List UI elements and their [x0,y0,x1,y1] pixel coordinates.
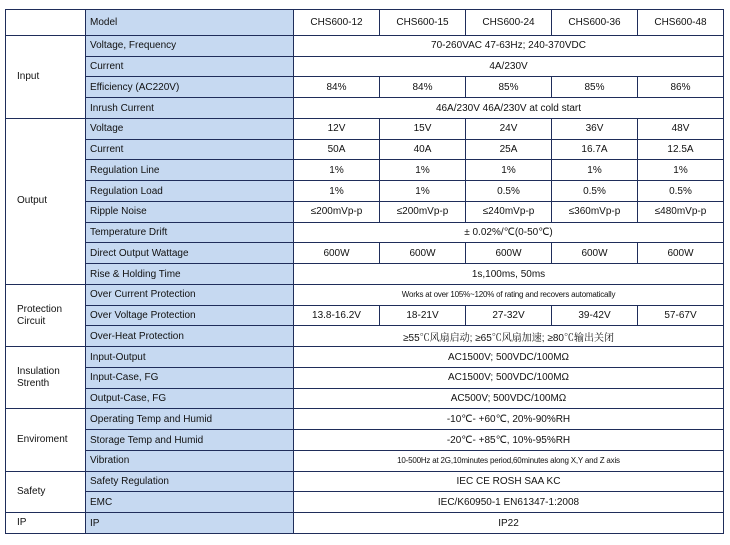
value-cell: IEC/K60950-1 EN61347-1:2008 [294,492,724,513]
row-label-regulation-line: Regulation Line [86,160,294,181]
row-label-temperature-drift: Temperature Drift [86,222,294,243]
value-cell: 0.5% [466,181,552,202]
value-cell: ≤360mVp-p [552,201,638,222]
value-cell: 1% [294,160,380,181]
value-cell: 600W [466,243,552,264]
row-label-output-case-fg: Output-Case, FG [86,388,294,409]
group-label-ip: IP [6,513,86,534]
row-label-inrush-current: Inrush Current [86,98,294,119]
group-label-safety: Safety [6,471,86,513]
value-cell: 36V [552,118,638,139]
value-cell: IEC CE ROSH SAA KC [294,471,724,492]
group-label-environment: Enviroment [6,409,86,471]
row-label-vibration: Vibration [86,450,294,471]
value-cell: 1% [294,181,380,202]
table-row [6,513,724,534]
value-cell: 12.5A [638,139,724,160]
row-label-operating-temp: Operating Temp and Humid [86,409,294,430]
row-label-emc: EMC [86,492,294,513]
value-cell: 600W [380,243,466,264]
table-row [6,160,724,181]
value-cell: 600W [638,243,724,264]
row-label-ripple-noise: Ripple Noise [86,201,294,222]
model-name-cell: CHS600-36 [552,10,638,36]
header-row [6,10,724,36]
row-label-storage-temp: Storage Temp and Humid [86,430,294,451]
table-row [6,118,724,139]
row-label-voltage-frequency: Voltage, Frequency [86,35,294,56]
value-cell: ± 0.02%/℃(0-50℃) [294,222,724,243]
value-cell: 16.7A [552,139,638,160]
value-cell: IP22 [294,513,724,534]
value-cell: 1% [466,160,552,181]
value-cell: 86% [638,77,724,98]
value-cell: 84% [380,77,466,98]
table-row [6,388,724,409]
value-cell: 46A/230V 46A/230V at cold start [294,98,724,119]
row-label-safety-regulation: Safety Regulation [86,471,294,492]
table-row [6,367,724,388]
value-cell: ≥55℃风扇启动; ≥65℃风扇加速; ≥80℃输出关闭 [294,326,724,347]
table-row [6,264,724,285]
value-cell: 1% [380,181,466,202]
row-label-over-heat-protection: Over-Heat Protection [86,326,294,347]
value-cell: 1% [552,160,638,181]
model-label: Model [86,10,294,36]
table-row [6,492,724,513]
value-cell: 25A [466,139,552,160]
value-cell: 600W [552,243,638,264]
value-cell: AC500V; 500VDC/100MΩ [294,388,724,409]
table-row [6,35,724,56]
value-cell: Works at over 105%~120% of rating and recovers automatically [294,284,724,305]
value-cell: 85% [466,77,552,98]
row-label-over-current-protection: Over Current Protection [86,284,294,305]
value-cell: 70-260VAC 47-63Hz; 240-370VDC [294,35,724,56]
value-cell: 48V [638,118,724,139]
table-row [6,139,724,160]
row-label-regulation-load: Regulation Load [86,181,294,202]
value-cell: AC1500V; 500VDC/100MΩ [294,367,724,388]
value-cell: 13.8-16.2V [294,305,380,326]
value-cell: AC1500V; 500VDC/100MΩ [294,347,724,368]
row-label-direct-output-wattage: Direct Output Wattage [86,243,294,264]
value-cell: 1s,100ms, 50ms [294,264,724,285]
model-name-cell: CHS600-48 [638,10,724,36]
value-cell: 0.5% [638,181,724,202]
table-row [6,181,724,202]
table-row [6,471,724,492]
table-row [6,243,724,264]
value-cell: 50A [294,139,380,160]
value-cell: 10-500Hz at 2G,10minutes period,60minutes along X,Y and Z axis [294,450,724,471]
value-cell: ≤200mVp-p [380,201,466,222]
group-label-protection: Protection Circuit [6,284,86,346]
header-corner-cell [6,10,86,36]
table-row [6,284,724,305]
table-row [6,347,724,368]
value-cell: 85% [552,77,638,98]
value-cell: -10℃- +60℃, 20%-90%RH [294,409,724,430]
model-name-cell: CHS600-12 [294,10,380,36]
table-row [6,430,724,451]
value-cell: 4A/230V [294,56,724,77]
value-cell: 57-67V [638,305,724,326]
spec-table [5,9,724,534]
table-row [6,56,724,77]
value-cell: 39-42V [552,305,638,326]
value-cell: 600W [294,243,380,264]
table-row [6,409,724,430]
group-label-insulation: Insulation Strenth [6,347,86,409]
value-cell: 24V [466,118,552,139]
value-cell: 40A [380,139,466,160]
table-row [6,305,724,326]
value-cell: ≤200mVp-p [294,201,380,222]
value-cell: 0.5% [552,181,638,202]
table-row [6,450,724,471]
model-name-cell: CHS600-15 [380,10,466,36]
value-cell: 1% [380,160,466,181]
table-row [6,326,724,347]
value-cell: -20℃- +85℃, 10%-95%RH [294,430,724,451]
row-label-over-voltage-protection: Over Voltage Protection [86,305,294,326]
row-label-output-current: Current [86,139,294,160]
value-cell: 12V [294,118,380,139]
value-cell: ≤480mVp-p [638,201,724,222]
value-cell: 27-32V [466,305,552,326]
value-cell: 18-21V [380,305,466,326]
value-cell: 84% [294,77,380,98]
table-row [6,77,724,98]
row-label-input-output: Input-Output [86,347,294,368]
model-name-cell: CHS600-24 [466,10,552,36]
group-label-input: Input [6,35,86,118]
row-label-ip: IP [86,513,294,534]
value-cell: ≤240mVp-p [466,201,552,222]
row-label-efficiency: Efficiency (AC220V) [86,77,294,98]
table-row [6,201,724,222]
row-label-rise-holding-time: Rise & Holding Time [86,264,294,285]
row-label-input-case-fg: Input-Case, FG [86,367,294,388]
table-row [6,222,724,243]
row-label-input-current: Current [86,56,294,77]
value-cell: 15V [380,118,466,139]
value-cell: 1% [638,160,724,181]
group-label-output: Output [6,118,86,284]
table-row [6,98,724,119]
row-label-output-voltage: Voltage [86,118,294,139]
